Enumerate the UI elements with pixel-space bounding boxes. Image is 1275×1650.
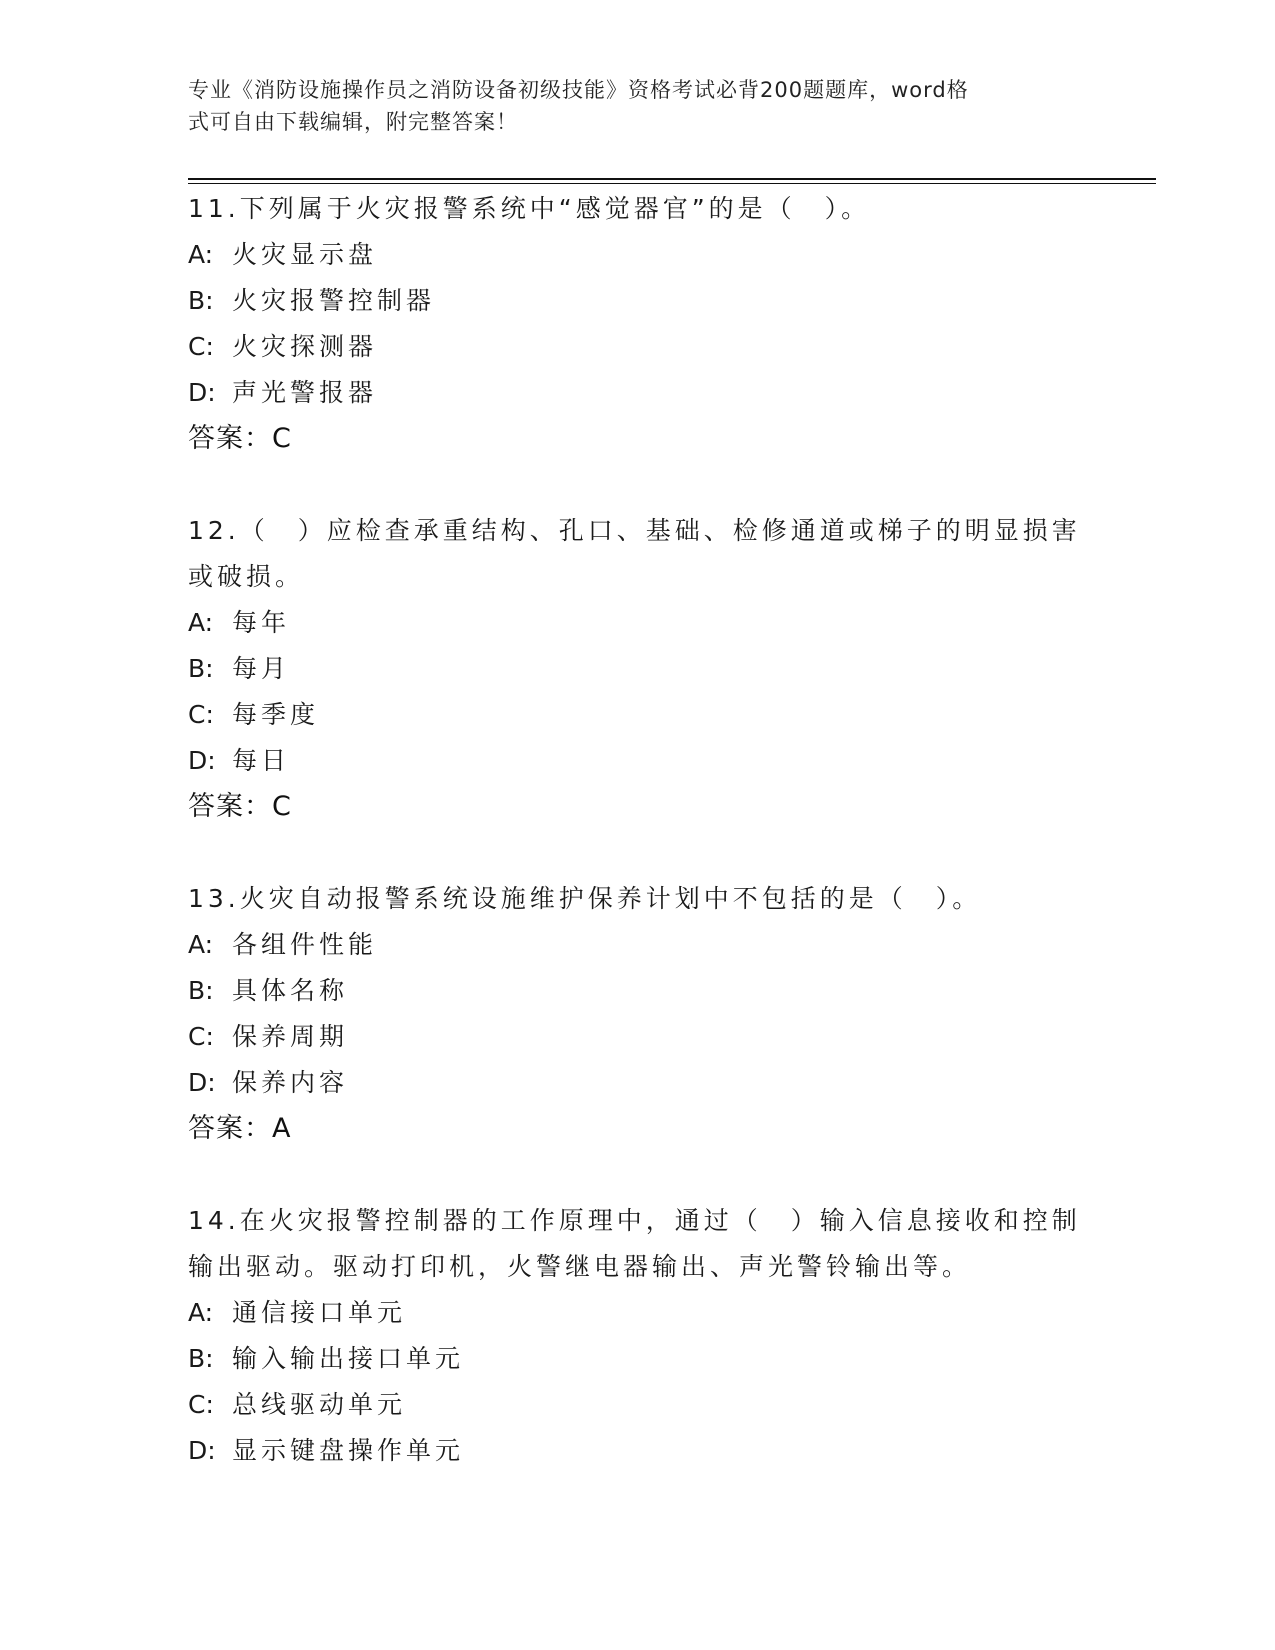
option-text: 火灾报警控制器 (232, 286, 436, 315)
option-text: 各组件性能 (232, 930, 378, 959)
option-letter: C: (188, 332, 214, 361)
option-letter: C: (188, 700, 214, 729)
option-text: 通信接口单元 (232, 1298, 407, 1327)
option-letter: D: (188, 378, 216, 407)
option-letter: C: (188, 1022, 214, 1051)
option-d (188, 1428, 1088, 1474)
question-stem (188, 186, 1088, 232)
option-letter: D: (188, 1068, 216, 1097)
question-stem-line: 或破损。 (188, 562, 305, 591)
question-11 (188, 186, 1088, 462)
question-stem-line: 输出驱动。驱动打印机，火警继电器输出、声光警铃输出等。 (188, 1252, 972, 1281)
option-b (188, 278, 1088, 324)
option-a (188, 600, 1088, 646)
option-letter: C: (188, 1390, 214, 1419)
header-line-1: 专业《消防设施操作员之消防设备初级技能》资格考试必背200题题库，word格 (188, 78, 969, 102)
option-text: 显示键盘操作单元 (232, 1436, 465, 1465)
question-stem (188, 508, 1088, 600)
option-b (188, 1336, 1088, 1382)
option-text: 每日 (232, 746, 291, 775)
header-divider (188, 178, 1156, 184)
option-text: 每季度 (232, 700, 320, 729)
option-text: 火灾探测器 (232, 332, 378, 361)
option-d (188, 738, 1088, 784)
option-c (188, 1014, 1088, 1060)
option-text: 输入输出接口单元 (232, 1344, 465, 1373)
option-c (188, 692, 1088, 738)
document-header (188, 74, 1068, 138)
question-12 (188, 508, 1088, 830)
option-letter: D: (188, 1436, 216, 1465)
option-text: 保养周期 (232, 1022, 349, 1051)
option-letter: A: (188, 608, 214, 637)
question-stem (188, 876, 1088, 922)
option-d (188, 1060, 1088, 1106)
option-letter: D: (188, 746, 216, 775)
answer-line: 答案：C (188, 791, 292, 822)
option-b (188, 968, 1088, 1014)
option-c (188, 324, 1088, 370)
option-d (188, 370, 1088, 416)
question-list (188, 186, 1088, 1520)
question-stem-line: 13.火灾自动报警系统设施维护保养计划中不包括的是（ ）。 (188, 884, 982, 913)
option-text: 声光警报器 (232, 378, 378, 407)
option-a (188, 1290, 1088, 1336)
header-line-2: 式可自由下载编辑，附完整答案！ (188, 110, 518, 134)
question-13 (188, 876, 1088, 1152)
answer-line: 答案：C (188, 423, 292, 454)
question-stem (188, 1198, 1088, 1290)
question-stem-line: 12.（ ）应检查承重结构、孔口、基础、检修通道或梯子的明显损害 (188, 516, 1081, 545)
option-c (188, 1382, 1088, 1428)
option-letter: B: (188, 654, 214, 683)
option-text: 每月 (232, 654, 291, 683)
option-text: 火灾显示盘 (232, 240, 378, 269)
option-letter: B: (188, 976, 214, 1005)
option-text: 总线驱动单元 (232, 1390, 407, 1419)
option-b (188, 646, 1088, 692)
answer-line: 答案：A (188, 1113, 292, 1144)
question-stem-line: 14.在火灾报警控制器的工作原理中，通过（ ）输入信息接收和控制 (188, 1206, 1081, 1235)
option-letter: B: (188, 286, 214, 315)
option-text: 具体名称 (232, 976, 349, 1005)
option-text: 每年 (232, 608, 291, 637)
option-letter: A: (188, 930, 214, 959)
option-letter: A: (188, 1298, 214, 1327)
option-letter: A: (188, 240, 214, 269)
option-letter: B: (188, 1344, 214, 1373)
option-a (188, 232, 1088, 278)
question-14 (188, 1198, 1088, 1474)
option-text: 保养内容 (232, 1068, 349, 1097)
option-a (188, 922, 1088, 968)
question-stem-line: 11.下列属于火灾报警系统中“感觉器官”的是（ ）。 (188, 194, 871, 223)
